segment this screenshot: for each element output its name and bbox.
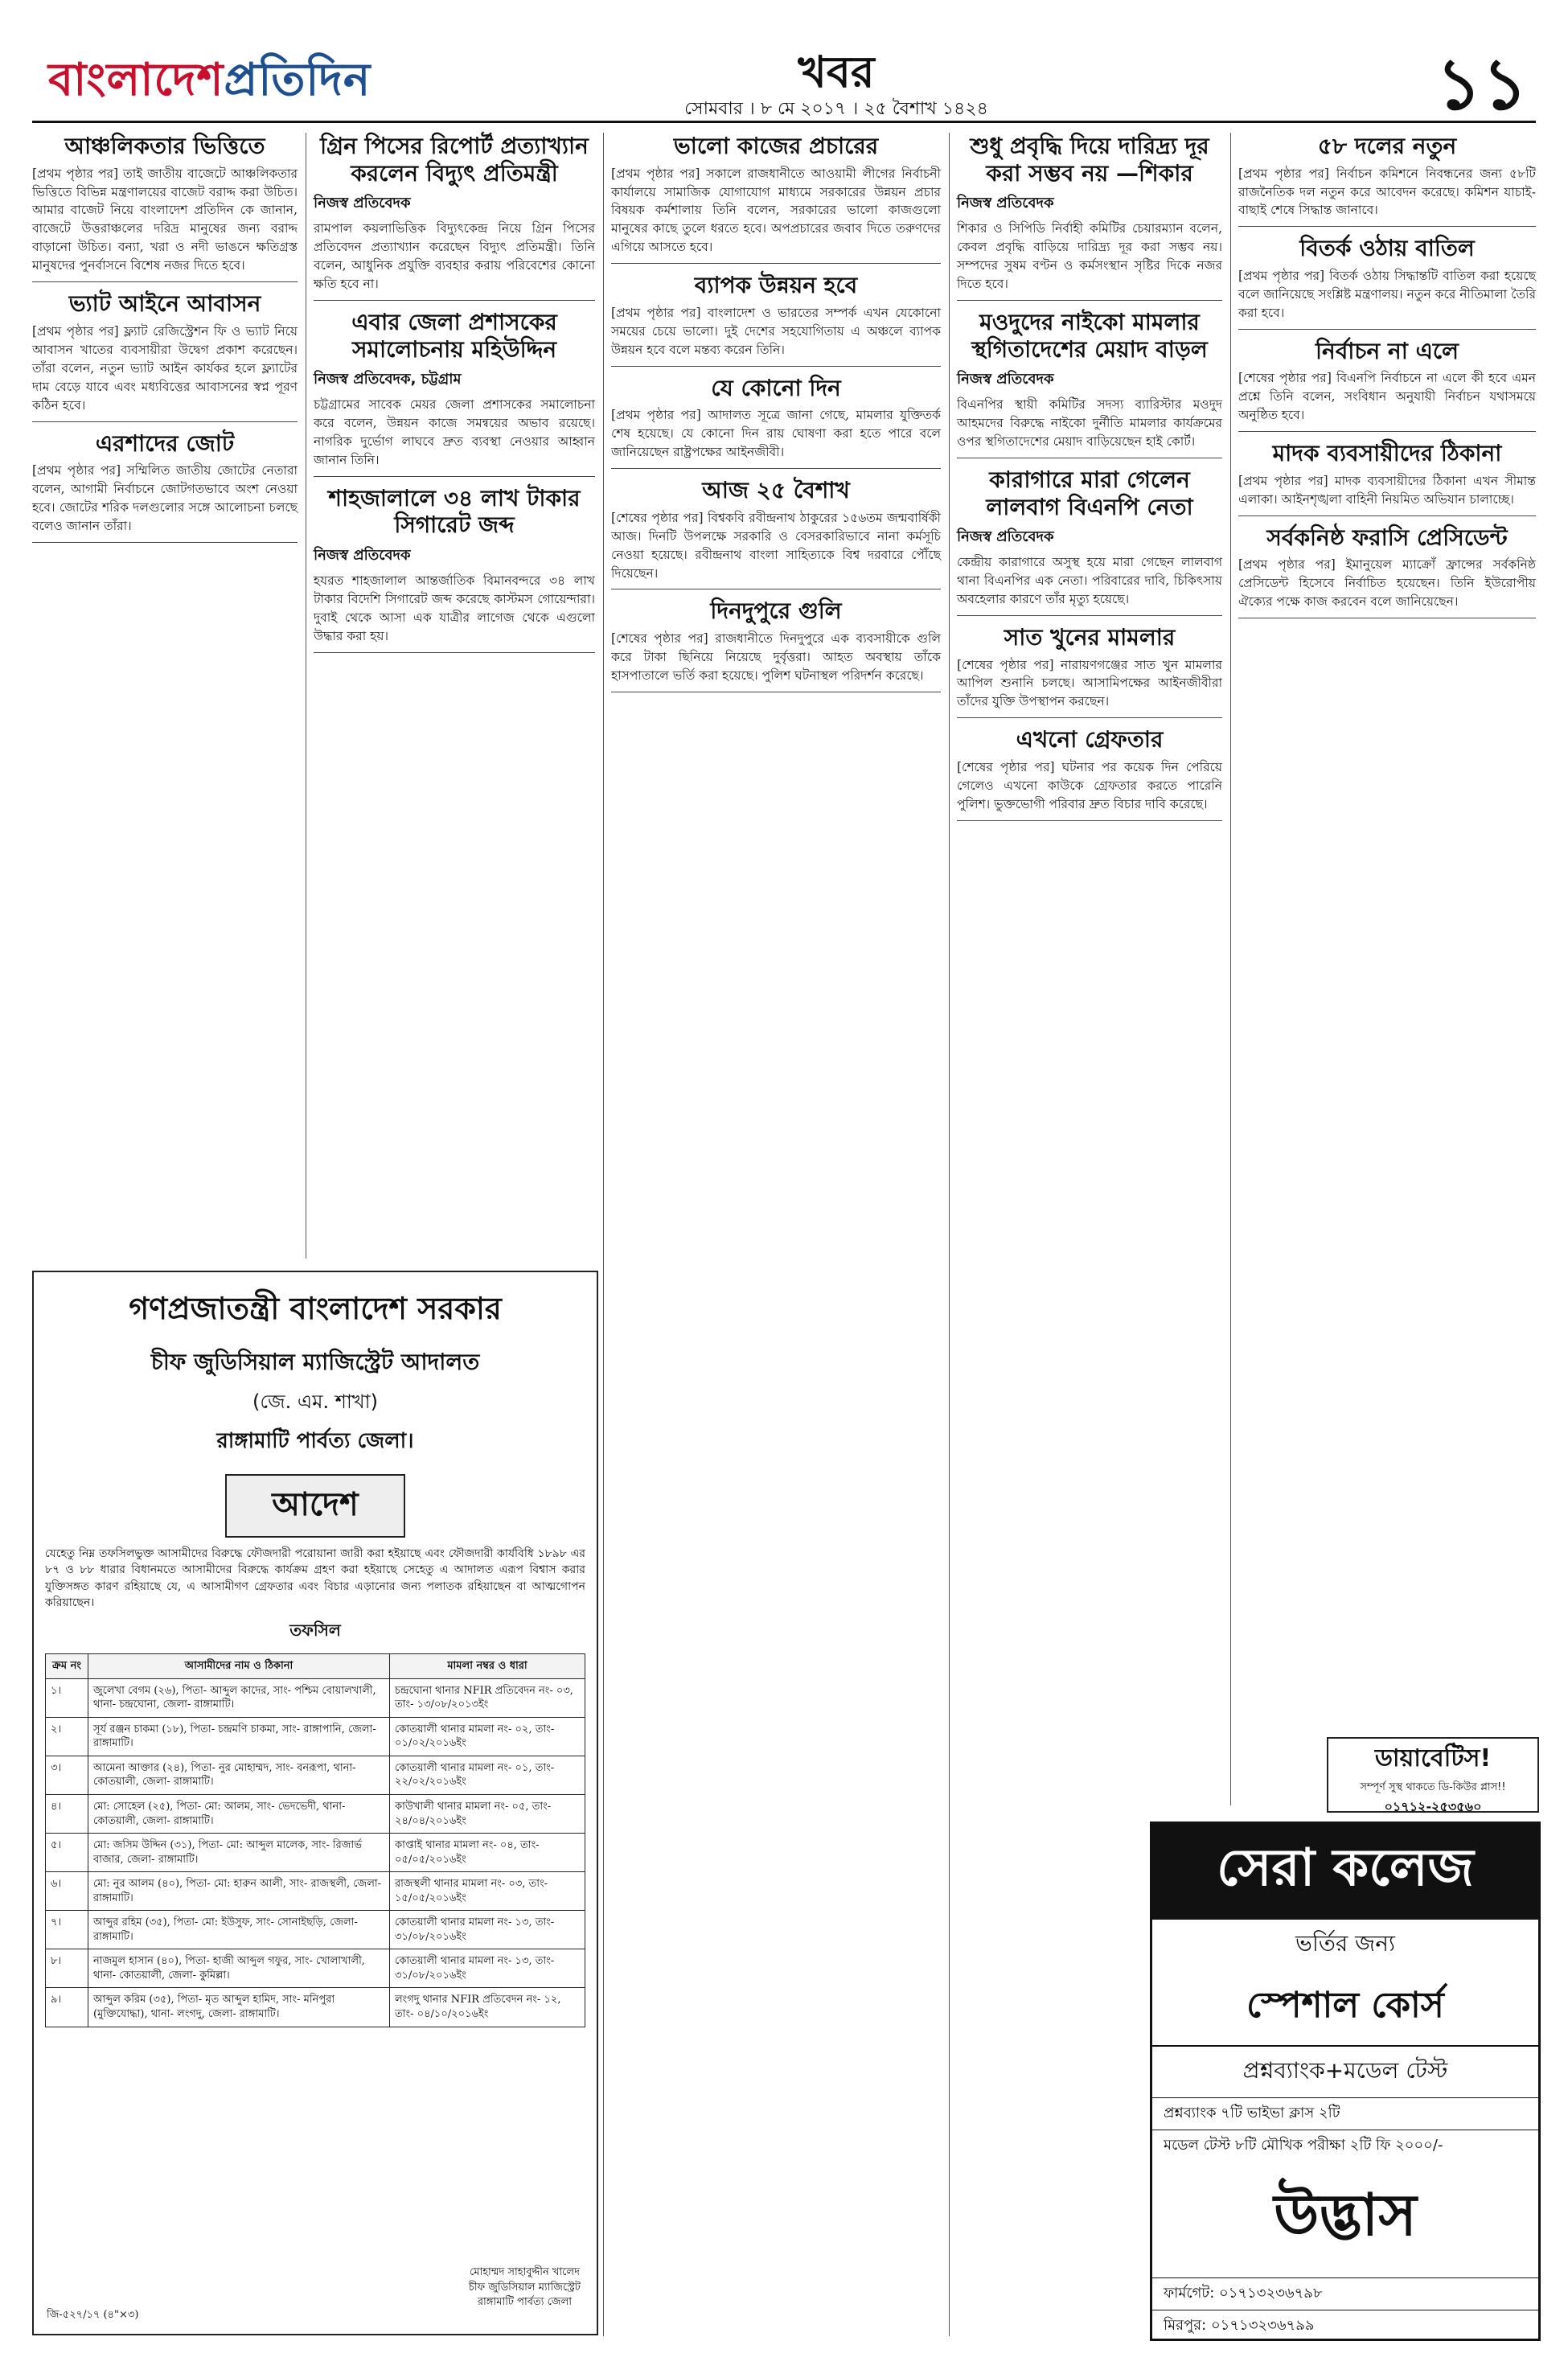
story-body: [প্রথম পৃষ্ঠার পর] বিতর্ক ওঠায় সিদ্ধান্তটি বাতিল করা হয়েছে বলে জানিয়েছে সংশ্লিষ্ট মন্ত্রণালয়। নতুন করে নীতিমালা তৈরি করা হবে। (1238, 269, 1536, 320)
table-cell-case: কাপ্তাই থানার মামলা নং- ০৪, তাং- ০৫/০৫/২০১৬ইং (390, 1834, 585, 1872)
table-cell-name: জুলেখা বেগম (২৬), পিতা- আব্দুল কাদের, সাং- পশ্চিম বোয়ালখালী, থানা- চন্দ্রঘোনা, জেলা- রাঙ্গামাটি। (88, 1678, 390, 1717)
table-cell-name: মো: নুর আলম (৪০), পিতা- মো: হারুন আলী, সাং- রাজস্থলী, জেলা- রাঙ্গামাটি। (88, 1872, 390, 1911)
notice-adesh: আদেশ (225, 1474, 405, 1538)
notice-branch: (জে. এম. শাখা) (252, 1390, 378, 1413)
ad-subtitle: ভর্তির জন্য (1295, 1930, 1396, 1957)
story-headline: এরশাদের জোট (95, 429, 235, 457)
table-cell-case: চন্দ্রঘোনা থানার NFIR প্রতিবেদন নং- ০৩, তাং- ১৩/০৮/২০১৩ইং (390, 1678, 585, 1717)
college-admission-ad: সেরা কলেজ ভর্তির জন্য স্পেশাল কোর্স প্রশ্নব্যাংক+মডেল টেস্ট প্রশ্নব্যাংক ৭টি ভাইভা ক্লাস ২টি মডেল টেস্ট ৮টি মৌখিক পরীক্ষা ২টি ফি ২০০০/- উদ্ভাস ফার্মগেট: ০১৭১৩২৩৬৭৯৮ মিরপুর: ০১৭১৩২৩৬৭৯৯ (1150, 1822, 1541, 2341)
table-cell-no: ৩। (46, 1756, 88, 1794)
story-body: [প্রথম পৃষ্ঠার পর] তাই জাতীয় বাজেটে আঞ্চলিকতার ভিত্তিতে বিভিন্ন মন্ত্রণালয়ের বাজেট বরাদ্দ করা উচিত। আমার বাজেট নিয়ে বাংলাদেশ প্রতিদিন কে জানান, বাজেটে উত্তরাঞ্চলের দরিদ্র মানুষের জন্য বরাদ্দ বাড়ানো উচিত। বন্যা, খরা ও নদী ভাঙনে ক্ষতিগ্রস্ত মানুষদের পুনর্বাসনে বিশেষ নজর দিতে হবে। (32, 166, 298, 273)
story-body: [শেষের পৃষ্ঠার পর] বিএনপি নির্বাচনে না এলে কী হবে এমন প্রশ্নে তিনি বলেন, সংবিধান অনুযায়ী নির্বাচন যথাসময়ে অনুষ্ঠিত হবে। (1238, 371, 1536, 423)
table-cell-no: ৯। (46, 1988, 88, 2027)
news-story (1238, 338, 1536, 432)
news-story (32, 430, 298, 543)
news-story (1238, 235, 1536, 329)
notice-district: রাঙ্গামাটি পার্বত্য জেলা। (216, 1429, 414, 1453)
story-headline: মাদক ব্যবসায়ীদের ঠিকানা (1272, 440, 1502, 467)
table-cell-no: ৪। (46, 1795, 88, 1834)
story-headline: আঞ্চলিকতার ভিত্তিতে (64, 133, 265, 159)
table-cell-no: ৮। (46, 1949, 88, 1988)
news-story (957, 624, 1222, 718)
story-body: [প্রথম পৃষ্ঠার পর] ফ্ল্যাট রেজিস্ট্রেশন ফি ও ভ্যাট নিয়ে আবাসন খাতের ব্যবসায়ীরা উদ্বেগ প্রকাশ করেছেন। তাঁরা বলেন, নতুন ভ্যাট আইন কার্যকর হলে ফ্ল্যাটের দাম বেড়ে যাবে এবং মধ্যবিত্তের আবাসনের স্বপ্ন পূরণ কঠিন হবে। (32, 323, 298, 413)
story-body: বিএনপির স্থায়ী কমিটির সদস্য ব্যারিস্টার মওদুদ আহমদের বিরুদ্ধে নাইকো দুর্নীতি মামলার কার্যক্রমের ওপর স্থগিতাদেশের মেয়াদ বাড়িয়েছেন হাই কোর্ট। (957, 397, 1222, 449)
story-headline: শুধু প্রবৃদ্ধি দিয়ে দারিদ্র্য দূর করা সম্ভব নয় —শিকার (970, 133, 1209, 187)
story-body: রামপাল কয়লাভিত্তিক বিদ্যুৎকেন্দ্র নিয়ে গ্রিন পিসের প্রতিবেদন প্রত্যাখ্যান করেছেন বিদ্যুৎ প্রতিমন্ত্রী। তিনি বলেন, আধুনিক প্রযুক্তি ব্যবহার করায় পরিবেশের কোনো ক্ষতি হবে না। (314, 221, 595, 291)
story-body: [প্রথম পৃষ্ঠার পর] আদালত সূত্রে জানা গেছে, মামলার যুক্তিতর্ক শেষ হয়েছে। যে কোনো দিন রায় ঘোষণা করা হতে পারে বলে জানিয়েছেন রাষ্ট্রপক্ষের আইনজীবী। (611, 408, 941, 460)
table-cell-no: ১। (46, 1678, 88, 1717)
notice-table (45, 1653, 585, 2027)
news-story (32, 133, 298, 282)
story-headline: বিতর্ক ওঠায় বাতিল (1299, 235, 1475, 262)
news-story (957, 133, 1222, 301)
news-story (611, 272, 941, 366)
story-body: [শেষের পৃষ্ঠার পর] রাজধানীতে দিনদুপুরে এক ব্যবসায়ীকে গুলি করে টাকা ছিনিয়ে নিয়েছে দুর্বৃত্তরা। আহত অবস্থায় তাঁকে হাসপাতালে ভর্তি করা হয়েছে। পুলিশ ঘটনাস্থল পরিদর্শন করেছে। (611, 631, 941, 683)
news-story (1238, 524, 1536, 618)
story-headline: গ্রিন পিসের রিপোর্ট প্রত্যাখ্যান করলেন বিদ্যুৎ প্রতিমন্ত্রী (320, 133, 589, 187)
story-body: [প্রথম পৃষ্ঠার পর] নির্বাচন কমিশনে নিবন্ধনের জন্য ৫৮টি রাজনৈতিক দল নতুন করে আবেদন করেছে। কমিশন যাচাই-বাছাই শেষে সিদ্ধান্ত জানাবে। (1238, 166, 1536, 218)
table-cell-no: ৫। (46, 1834, 88, 1872)
column-4 (957, 133, 1222, 829)
story-body: [শেষের পৃষ্ঠার পর] ঘটনার পর কয়েক দিন পেরিয়ে গেলেও এখনো কাউকে গ্রেফতার করতে পারেনি পুলিশ। ভুক্তভোগী পরিবার দ্রুত বিচার দাবি করেছে। (957, 759, 1222, 811)
dateline: সোমবার । ৮ মে ২০১৭ । ২৫ বৈশাখ ১৪২৪ (684, 99, 988, 119)
ad-tests: প্রশ্নব্যাংক+মডেল টেস্ট (1242, 2057, 1448, 2084)
table-cell-name: নাজমুল হাসান (৪০), পিতা- হাজী আব্দুল গফুর, সাং- খোলাখালী, থানা- কোতয়ালী, জেলা- কুমিল্লা। (88, 1949, 390, 1988)
table-row (46, 1949, 585, 1988)
section-title: খবর (798, 47, 875, 97)
table-cell-name: আমেনা আক্তার (২৪), পিতা- নুর মোহাম্মদ, সাং- বনরূপা, থানা- কোতয়ালী, জেলা- রাঙ্গামাটি। (88, 1756, 390, 1794)
table-cell-name: সূর্য রঞ্জন চাকমা (১৮), পিতা- চন্দ্রমণি চাকমা, সাং- রাঙ্গাপানি, জেলা- রাঙ্গামাটি। (88, 1717, 390, 1756)
table-cell-name: মো: জসিম উদ্দিন (৩১), পিতা- মো: আব্দুল মালেক, সাং- রিজার্ভ বাজার, জেলা- রাঙ্গামাটি। (88, 1834, 390, 1872)
story-headline: দিনদুপুরে গুলি (710, 598, 842, 625)
table-row (46, 1795, 585, 1834)
story-headline: এখনো গ্রেফতার (1016, 726, 1164, 754)
notice-signature: মোহাম্মদ সাহাবুদ্দীন খালেদ চীফ জুডিসিয়াল ম্যাজিস্ট্রেট রাঙ্গামাটি পার্বত্য জেলা (468, 2266, 581, 2308)
story-headline: শাহজালালে ৩৪ লাখ টাকার সিগারেট জব্দ (328, 484, 581, 539)
news-story (611, 477, 941, 589)
column-3 (611, 133, 941, 700)
news-story (957, 309, 1222, 458)
court-notice (32, 1271, 598, 2335)
story-headline: সর্বকনিষ্ঠ ফরাসি প্রেসিডেন্ট (1266, 524, 1508, 551)
story-body: শিকার ও সিপিডি নির্বাহী কমিটির চেয়ারম্যান বলেন, কেবল প্রবৃদ্ধি বাড়িয়ে দারিদ্র্য দূর করা সম্ভব নয়। সম্পদের সুষম বণ্টন ও কর্মসংস্থান সৃষ্টির দিকে নজর দিতে হবে। (957, 221, 1222, 291)
news-story (1238, 440, 1536, 515)
story-headline: ভালো কাজের প্রচারের (673, 133, 879, 159)
story-body: হযরত শাহজালাল আন্তর্জাতিক বিমানবন্দরে ৩৪ লাখ টাকার বিদেশি সিগারেট জব্দ করেছে কাস্টমস গোয়েন্দারা। দুবাই থেকে আসা এক যাত্রীর লাগেজ থেকে এগুলো উদ্ধার করা হয়। (314, 573, 595, 643)
table-cell-no: ৭। (46, 1911, 88, 1949)
news-story (957, 466, 1222, 616)
story-body: [প্রথম পৃষ্ঠার পর] সকালে রাজধানীতে আওয়ামী লীগের নির্বাচনী কার্যালয়ে সামাজিক যোগাযোগ মাধ্যমে সরকারের উন্নয়ন প্রচার বিষয়ক কর্মশালায় তিনি বলেন, সরকারের ভালো কাজগুলো মানুষের কাছে তুলে ধরতে হবে। অপপ্রচারের জবাব দিতে তরুণদের এগিয়ে আসতে হবে। (611, 166, 941, 255)
story-byline: নিজস্ব প্রতিবেদক (957, 528, 1054, 546)
table-cell-case: কোতয়ালী থানার মামলা নং- ১৩, তাং- ৩১/০৮/২০১৬ইং (390, 1949, 585, 1988)
table-header-no: ক্রম নং (46, 1654, 88, 1679)
news-story (957, 726, 1222, 820)
masthead (32, 16, 1536, 123)
ad-title: সেরা কলেজ (1152, 1824, 1538, 1920)
news-story (314, 309, 595, 477)
ad-brand-logo: উদ্ভাস (1274, 2181, 1417, 2249)
table-row (46, 1872, 585, 1911)
column-5 (1238, 133, 1536, 626)
story-body: [প্রথম পৃষ্ঠার পর] সম্মিলিত জাতীয় জোটের নেতারা বলেন, আগামী নির্বাচনে জোটগতভাবে অংশ নেওয়া হবে। জোটের শরিক দলগুলোর সঙ্গে আলোচনা চলছে বলেও জানান তাঁরা। (32, 463, 298, 533)
table-cell-no: ৬। (46, 1872, 88, 1911)
news-story (611, 133, 941, 264)
story-headline: ব্যাপক উন্নয়ন হবে (694, 272, 858, 299)
story-byline: নিজস্ব প্রতিবেদক (314, 195, 411, 212)
table-cell-no: ২। (46, 1717, 88, 1756)
story-headline: নির্বাচন না এলে (1316, 337, 1459, 364)
story-headline: ৫৮ দলের নতুন (1317, 133, 1457, 159)
story-body: [প্রথম পৃষ্ঠার পর] মাদক ব্যবসায়ীদের ঠিকানা এখন সীমান্ত এলাকা। আইনশৃঙ্খলা বাহিনী নিয়মিত অভিযান চালাচ্ছে। (1238, 473, 1536, 507)
table-cell-name: আব্দুর রহিম (৩৫), পিতা- মো: ইউসুফ, সাং- সোনাইছড়ি, জেলা- রাঙ্গামাটি। (88, 1911, 390, 1949)
notice-tofsil: তফসিল (289, 1620, 341, 1641)
story-headline: ভ্যাট আইনে আবাসন (68, 290, 261, 318)
table-cell-name: আব্দুল করিম (৩৫), পিতা- মৃত আব্দুল হামিদ, সাং- মনিপুরা (মুক্তিযোদ্ধা), থানা- লংগদু, জেলা- রাঙ্গামাটি। (88, 1988, 390, 2027)
story-headline: মওদুদের নাইকো মামলার স্থগিতাদেশের মেয়াদ বাড়ল (971, 308, 1208, 363)
story-body: [প্রথম পৃষ্ঠার পর] ইমানুয়েল ম্যাক্রোঁ ফ্রান্সের সর্বকনিষ্ঠ প্রেসিডেন্ট হিসেবে নির্বাচিত হয়েছেন। তিনি ইউরোপীয় ঐক্যের পক্ষে কাজ করবেন বলে জানিয়েছেন। (1238, 557, 1536, 610)
news-story (32, 290, 298, 421)
story-headline: এবার জেলা প্রশাসকের সমালোচনায় মহিউদ্দিন (351, 308, 557, 363)
story-byline: নিজস্ব প্রতিবেদক (957, 195, 1054, 212)
story-body: চট্টগ্রামের সাবেক মেয়র জেলা প্রশাসকের সমালোচনা করে বলেন, উন্নয়ন কাজে সমন্বয়ের অভাব রয়েছে। নাগরিক দুর্ভোগ লাঘবে দ্রুত ব্যবস্থা নেওয়ার আহ্বান জানান তিনি। (314, 397, 595, 467)
table-cell-name: মো: সোহেল (২৫), পিতা- মো: আলম, সাং- ভেদভেদী, থানা- কোতয়ালী, জেলা- রাঙ্গামাটি। (88, 1795, 390, 1834)
news-story (611, 598, 941, 692)
story-byline: নিজস্ব প্রতিবেদক, চট্টগ্রাম (314, 371, 462, 388)
ad-course: স্পেশাল কোর্স (1152, 1970, 1538, 2047)
story-headline: যে কোনো দিন (711, 374, 841, 401)
column-1 (32, 133, 298, 551)
table-row (46, 1911, 585, 1949)
table-cell-case: লংগদু থানার NFIR প্রতিবেদন নং- ১২, তাং- ০৪/১০/২০১৬ইং (390, 1988, 585, 2027)
notice-paragraph: যেহেতু নিম্ন তফসিলভুক্ত আসামীদের বিরুদ্ধে ফৌজদারী পরোয়ানা জারী করা হইয়াছে এবং ফৌজদারী কার্যবিধি ১৮৯৮ এর ৮৭ ও ৮৮ ধারার বিধানমতে আসামীদের বিরুদ্ধে কার্যক্রম গ্রহণ করা হইয়াছে সেহেতু এ আদালত এরূপ বিশ্বাস করার যুক্তিসঙ্গত কারণ রহিয়াছে যে, এ আসামীগণ গ্রেফতার এবং বিচার এড়ানোর জন্য পলাতক রহিয়াছেন বা আত্মগোপন করিয়াছেন। (45, 1547, 585, 1609)
story-headline: আজ ২৫ বৈশাখ (702, 477, 850, 504)
table-header-name: আসামীদের নাম ও ঠিকানা (88, 1654, 390, 1679)
notice-court: চীফ জুডিসিয়াল ম্যাজিস্ট্রেট আদালত (150, 1349, 480, 1375)
table-row (46, 1988, 585, 2027)
newspaper-logo: বাংলাদেশপ্রতিদিন (48, 54, 371, 106)
news-story (611, 375, 941, 469)
story-byline: নিজস্ব প্রতিবেদক (314, 547, 411, 565)
story-byline: নিজস্ব প্রতিবেদক (957, 371, 1054, 388)
story-body: [প্রথম পৃষ্ঠার পর] বাংলাদেশ ও ভারতের সম্পর্ক এখন যেকোনো সময়ের চেয়ে ভালো। দুই দেশের সহযোগিতায় এ অঞ্চলে ব্যাপক উন্নয়ন হবে বলে মন্তব্য করেন তিনি। (611, 305, 941, 357)
story-headline: সাত খুনের মামলার (1004, 623, 1176, 651)
table-cell-case: কাউখালী থানার মামলা নং- ০৫, তাং- ২৪/০৪/২০১৬ইং (390, 1795, 585, 1834)
story-body: [শেষের পৃষ্ঠার পর] বিশ্বকবি রবীন্দ্রনাথ ঠাকুরের ১৫৬তম জন্মবার্ষিকী আজ। দিনটি উপলক্ষে সরকারি ও বেসরকারিভাবে নানা কর্মসূচি নেওয়া হয়েছে। রবীন্দ্রনাথ বাংলা সাহিত্যকে বিশ্ব দরবারে পৌঁছে দিয়েছেন। (611, 510, 941, 581)
table-cell-case: কোতয়ালী থানার মামলা নং- ০২, তাং- ০১/০২/২০১৬ইং (390, 1717, 585, 1756)
notice-title: গণপ্রজাতন্ত্রী বাংলাদেশ সরকার (129, 1291, 502, 1326)
news-story (314, 485, 595, 653)
diabetes-ad: ডায়াবেটিস! সম্পূর্ণ সুস্থ থাকতে ডি-কিউর প্লাস!! ০১৭১২-২৫৩৫৬০ (1327, 1737, 1539, 1813)
story-body: [শেষের পৃষ্ঠার পর] নারায়ণগঞ্জের সাত খুন মামলার আপিল শুনানি চলছে। আসামিপক্ষের আইনজীবীরা তাঁদের যুক্তি উপস্থাপন করছেন। (957, 657, 1222, 709)
table-row (46, 1756, 585, 1794)
story-body: কেন্দ্রীয় কারাগারে অসুস্থ হয়ে মারা গেছেন লালবাগ থানা বিএনপির এক নেতা। পরিবারের দাবি, চিকিৎসায় অবহেলার কারণে তাঁর মৃত্যু হয়েছে। (957, 555, 1222, 606)
table-cell-case: কোতয়ালী থানার মামলা নং- ০১, তাং- ২২/০২/২০১৬ইং (390, 1756, 585, 1794)
table-row (46, 1717, 585, 1756)
table-row (46, 1678, 585, 1717)
news-story (1238, 133, 1536, 227)
page-number: ১১ (1435, 43, 1528, 125)
table-header-case: মামলা নম্বর ও ধারা (390, 1654, 585, 1679)
table-row (46, 1834, 585, 1872)
table-cell-case: কোতয়ালী থানার মামলা নং- ১৩, তাং- ৩১/০৮/২০১৬ইং (390, 1911, 585, 1949)
column-2 (314, 133, 595, 661)
notice-code: জি-৫২৭/১৭ (৪"×৩) (47, 2309, 139, 2321)
story-headline: কারাগারে মারা গেলেন লালবাগ বিএনপি নেতা (986, 466, 1193, 520)
table-cell-case: রাজস্থলী থানার মামলা নং- ০৩, তাং- ১৫/০৫/২০১৬ইং (390, 1872, 585, 1911)
news-story (314, 133, 595, 301)
